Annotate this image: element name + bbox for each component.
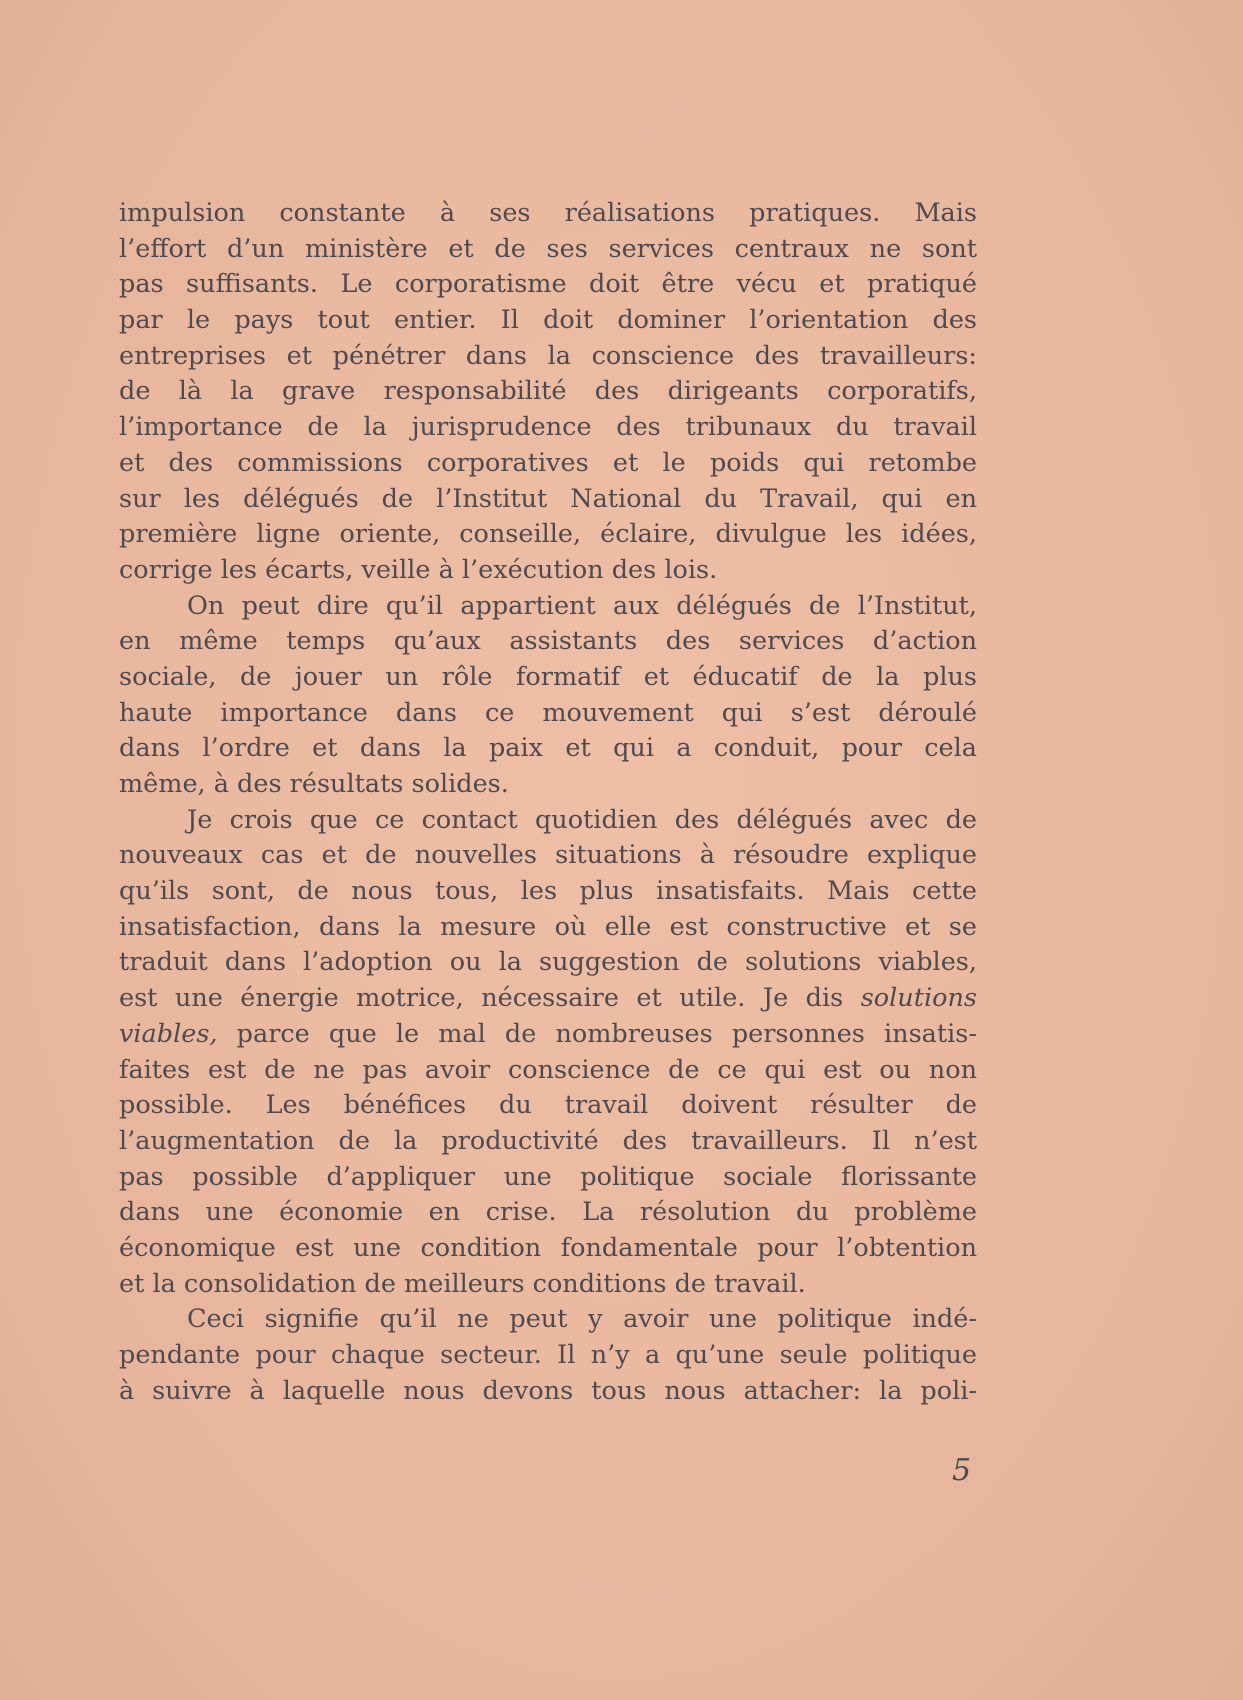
text-line	[119, 446, 977, 482]
body-text	[119, 196, 977, 1409]
text-run: même, à des résultats solides.	[119, 769, 509, 799]
text-line	[119, 1374, 977, 1410]
text-run: traduit dans l’adoption ou la suggestion de solutions viables,	[119, 947, 977, 978]
text-line	[119, 981, 977, 1017]
text-line	[119, 624, 977, 660]
text-run: nouveaux cas et de nouvelles situations à résoudre explique	[119, 840, 977, 871]
text-run: possible. Les bénéfices du travail doivent résulter de	[119, 1090, 977, 1121]
italic-text: solutions	[860, 983, 977, 1014]
text-line	[119, 553, 977, 589]
text-line	[119, 232, 977, 268]
text-line	[119, 803, 977, 839]
text-line	[119, 1053, 977, 1089]
text-line	[119, 1017, 977, 1053]
text-run: dans une économie en crise. La résolution du problème	[119, 1197, 977, 1228]
text-run: l’effort d’un ministère et de ses services centraux ne sont	[119, 233, 977, 264]
page-number: 5	[952, 1453, 972, 1488]
text-line	[119, 482, 977, 518]
text-run: impulsion constante à ses réalisations pratiques. Mais	[119, 198, 977, 228]
text-line	[119, 838, 977, 874]
text-line	[119, 517, 977, 553]
text-line	[119, 374, 977, 410]
paragraph	[119, 803, 977, 1303]
text-run: en même temps qu’aux assistants des services d’action	[119, 626, 977, 657]
text-line	[119, 410, 977, 446]
text-run: est une énergie motrice, nécessaire et utile. Je dis	[119, 983, 861, 1014]
italic-text: viables,	[119, 1018, 218, 1049]
text-run: pas suffisants. Le corporatisme doit être vécu et pratiqué	[119, 269, 977, 300]
text-line	[119, 696, 977, 732]
text-line	[119, 767, 977, 803]
text-run: économique est une condition fondamentale pour l’obtention	[119, 1232, 977, 1263]
text-run: et des commissions corporatives et le poids qui retombe	[119, 447, 977, 478]
text-run: l’importance de la jurisprudence des tribunaux du travail	[119, 412, 977, 443]
text-run: On peut dire qu’il appartient aux délégués de l’Institut,	[187, 590, 977, 621]
paragraph	[119, 589, 977, 803]
text-run: l’augmentation de la productivité des travailleurs. Il n’est	[119, 1125, 977, 1156]
text-run: Ceci signifie qu’il ne peut y avoir une politique indé-	[187, 1304, 977, 1335]
text-run: dans l’ordre et dans la paix et qui a conduit, pour cela	[119, 733, 977, 764]
text-run: de là la grave responsabilité des dirigeants corporatifs,	[119, 376, 977, 407]
text-run: entreprises et pénétrer dans la conscience des travailleurs:	[119, 340, 977, 371]
text-run: pendante pour chaque secteur. Il n’y a qu’une seule politique	[119, 1340, 977, 1370]
text-run: sur les délégués de l’Institut National du Travail, qui en	[119, 483, 977, 514]
text-line	[119, 1267, 977, 1303]
text-line	[119, 945, 977, 981]
paragraph	[119, 1302, 977, 1409]
text-run: Je crois que ce contact quotidien des délégués avec de	[187, 804, 977, 835]
text-line	[119, 1338, 977, 1374]
text-line	[119, 303, 977, 339]
text-line	[119, 339, 977, 375]
paragraph	[119, 196, 977, 589]
text-line	[119, 196, 977, 232]
text-line	[119, 910, 977, 946]
text-line	[119, 660, 977, 696]
text-line	[119, 1302, 977, 1338]
text-run: première ligne oriente, conseille, éclaire, divulgue les idées,	[119, 519, 977, 550]
text-run: faites est de ne pas avoir conscience de ce qui est ou non	[119, 1054, 977, 1085]
text-run: insatisfaction, dans la mesure où elle est constructive et se	[119, 911, 977, 942]
text-run: et la consolidation de meilleurs conditions de travail.	[119, 1268, 806, 1299]
text-run: corrige les écarts, veille à l’exécution des lois.	[119, 554, 718, 585]
text-line	[119, 1231, 977, 1267]
text-line	[119, 1160, 977, 1196]
text-line	[119, 267, 977, 303]
text-run: par le pays tout entier. Il doit dominer l’orientation des	[119, 305, 977, 336]
text-line	[119, 1124, 977, 1160]
text-line	[119, 1088, 977, 1124]
text-line	[119, 731, 977, 767]
text-line	[119, 874, 977, 910]
text-run: qu’ils sont, de nous tous, les plus insatisfaits. Mais cette	[119, 876, 977, 907]
text-line	[119, 589, 977, 625]
text-run: sociale, de jouer un rôle formatif et éducatif de la plus	[119, 661, 977, 692]
text-run: à suivre à laquelle nous devons tous nous attacher: la poli-	[119, 1375, 977, 1406]
text-run: haute importance dans ce mouvement qui s’est déroulé	[119, 697, 977, 728]
text-run: parce que le mal de nombreuses personnes insatis-	[217, 1018, 977, 1049]
text-run: pas possible d’appliquer une politique sociale florissante	[119, 1161, 977, 1192]
text-line	[119, 1195, 977, 1231]
